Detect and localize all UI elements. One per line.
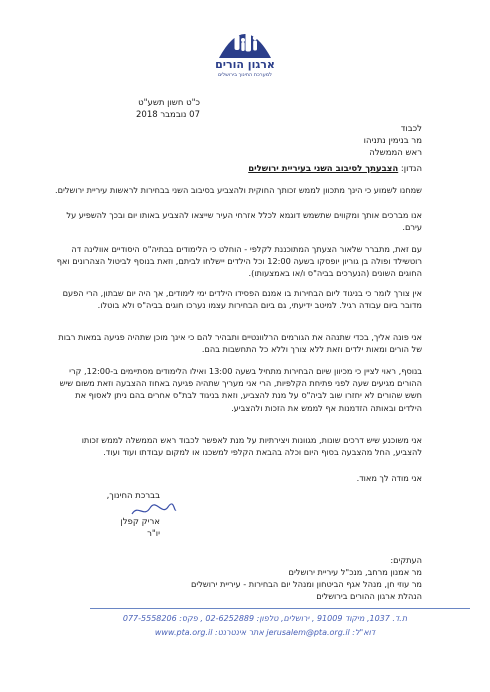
- paragraph-8: אני מודה לך מאוד.: [356, 473, 422, 483]
- signature-title: יו"ר: [147, 529, 160, 539]
- hebrew-date: כ"ט חשון תשע"ט: [138, 98, 200, 108]
- paragraph-5: אני פונה אליך, בכדי שתנהה את הגורמים הרלוונטיים ותבהיר להם כי אינך מוכן שתהיה פגיעה במאות רבות של הורים ומאות ילדים וזאת ללא צורך וללא כל התחשבות בהם.: [58, 332, 422, 355]
- paragraph-4: אין צורך לומר כי בניגוד ליום הבחירות בו אמנם הפסידו הילדים ימי לימודים, אך היה יום שבתון, הרי הפעם מדובר ביום עבודה רגיל. למיטב ידיעתי, גם ביום הבחירות עצמו נערכו חוגים בביה"ס ולא בוטלו.: [62, 288, 422, 311]
- cc-line-2: מר עוזי חן, מנהל אגף הביטחון ומנהל יום הבחירות - עיריית ירושלים: [190, 579, 422, 589]
- addressee-name: מר בנימין נתניהו: [363, 136, 422, 146]
- cc-label: העתקים:: [390, 555, 422, 565]
- subject-line: [62, 164, 422, 174]
- gregorian-date: 07 נובמבר 2018: [136, 110, 200, 120]
- paragraph-3: עם זאת, מתברר שלאור הצעתך המתוכננת לקלפי - הוחלט כי הלימודים בבתיה"ס היסודיים אוולינה דה רוטשילד ופולה בן גוריון יופסקו בשעה 12:00 וכל הילדים יישלחו לביתם, וזאת בנוסף לביטול הצהרונים ואף החוגים השונים (הנערכים בביה"ס ו/או באמצעותו).: [56, 244, 422, 279]
- footer-web-line: דוא"ל: jerusalem@pta.org.il אתר אינטרנט: www.pta.org.il: [154, 628, 376, 637]
- cc-line-1: מר אמנון מרחב, מנכ"ל עיריית ירושלים: [288, 567, 422, 577]
- paragraph-2: אנו מברכים אותך ומקווים שתשמש דוגמא לכלל אזרחי העיר שייצאו להצביע באותו יום ובכך להשפיע על עירם.: [66, 210, 422, 233]
- addressee-line-1: לכבוד: [400, 124, 422, 134]
- cc-line-3: הנהלת ארגון ההורים בירושלים: [316, 591, 422, 601]
- signature-closing: בברכת החינוך,: [106, 491, 160, 501]
- footer-divider: [90, 608, 470, 609]
- addressee-title: ראש הממשלה: [369, 148, 422, 158]
- signature-name: אריק קפלן: [120, 517, 160, 527]
- subject-label: הנדון:: [400, 164, 422, 174]
- logo-title: ארגון הורים: [215, 58, 275, 71]
- footer-contact-line: ת.ד. 1037, מיקוד 91009 , ירושלים, טלפון: 02-6252889 , פקס: 077-5558206: [122, 614, 408, 623]
- paragraph-6: בנוסף, ראוי לציין כי מכיוון שיום הבחירות מתחיל בשעה 13:00 ואילו הלימודים מסתיימים ב-12:00, קרי ההורים מגיעים שעה לפני פתיחת הקלפיות, הרי אני מעריך שתהיה פגיעה באחוז ההצבעה וזאת משום שיש חשש שהורים לא יחזרו שוב לביה"ס על מנת להצביע, וזאת בניגוד לבת"ס אחרים בהם ניתן לאסוף את הילדים ובאותה הזדמנות אף לממש את הזכות ולהצביע.: [59, 366, 422, 413]
- subject-text: הצבעתך לסיבוב השני בעיריית ירושלים: [248, 164, 399, 174]
- family-silhouette-icon: [215, 18, 275, 60]
- paragraph-7: אני משוכנע שיש דרכים שונות, מגוונות ויצירתיות על מנת לאפשר לכבוד ראש הממשלה לממש זכותו להצביע, החל מהצבעה בסוף היום וכלה בהבאת הקלפי למשכנו או למקום עבודתו ועוד ועוד.: [81, 435, 422, 458]
- logo-subtitle: למערכת החינוך בירושלים: [217, 72, 272, 78]
- organization-logo: [200, 18, 290, 80]
- paragraph-1: שמחנו לשמוע כי הינך מתכוון לממש זכותך החוקית ולהצביע בסיבוב השני בבחירות לראשות עיריית ירושלים.: [55, 185, 422, 195]
